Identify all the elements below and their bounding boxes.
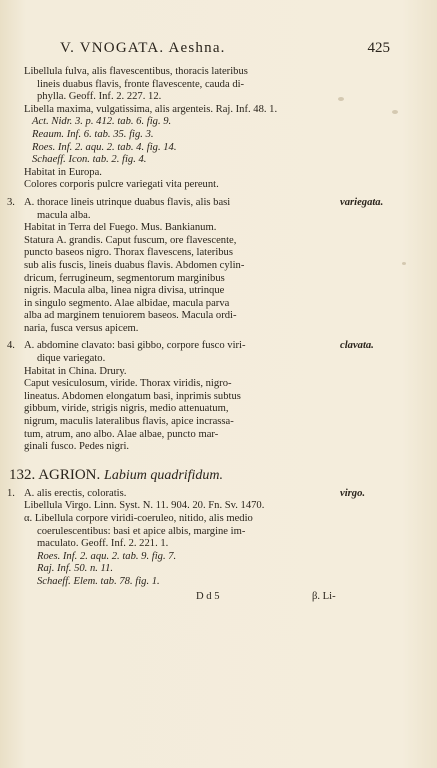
text-line: nigrum, maculis lateralibus flavis, apice incrassa- — [24, 416, 234, 428]
signature-mark: D d 5 — [196, 590, 220, 602]
text-line: Reaum. Inf. 6. tab. 35. fig. 3. — [32, 128, 154, 140]
page-body — [0, 66, 437, 605]
paper-speck — [392, 110, 398, 114]
catchword: β. Li- — [312, 590, 336, 602]
page-footer — [0, 591, 437, 605]
entry-diagnosis: A. alis erectis, coloratis. — [24, 487, 127, 499]
text-line: lineis duabus flavis, fronte flavescente, cauda di- — [37, 78, 245, 90]
text-line: dricum, ferrugineum, segmentorum marginibus — [24, 272, 225, 284]
text-line: Roes. Inf. 2. aqu. 2. tab. 4. fig. 14. — [32, 141, 177, 153]
text-line — [0, 340, 437, 353]
text-line: Libellula fulva, alis flavescentibus, thoracis lateribus — [24, 66, 248, 77]
text-line: nigris. Macula alba, linea nigra divisa, utrinque — [24, 285, 225, 297]
paper-speck — [402, 262, 406, 265]
text-line: Act. Nidr. 3. p. 412. tab. 6. fig. 9. — [32, 116, 172, 128]
text-line: macula alba. — [37, 209, 91, 221]
text-line: puncto baseos nigro. Thorax flavescens, lateribus — [24, 247, 233, 259]
text-line: lineatus. Abdomen elongatum basi, inprimis subtus — [24, 390, 241, 402]
text-line: α. Libellula corpore viridi-coeruleo, nitido, alis medio — [24, 513, 253, 524]
page-header — [60, 40, 390, 60]
text-line: maculato. Geoff. Inf. 2. 221. 1. — [37, 538, 169, 550]
entry-virgo — [0, 488, 437, 589]
genus-character: Labium quadrifidum. — [104, 467, 224, 483]
text-line: sub alis fuscis, lineis duabus flavis. Abdomen cylin- — [24, 259, 245, 271]
page-number: 425 — [367, 40, 390, 56]
text-line: Libella maxima, vulgatissima, alis argenteis. Raj. Inf. 48. 1. — [24, 103, 278, 115]
text-line: Schaeff. Icon. tab. 2. fig. 4. — [32, 154, 147, 166]
genus-heading — [0, 462, 437, 488]
text-line — [0, 197, 437, 210]
paper-speck — [338, 97, 344, 101]
entry-clavata — [0, 340, 437, 453]
text-line: Caput vesiculosum, viride. Thorax viridis, nigro- — [24, 378, 232, 390]
species-name: variegata. — [340, 196, 384, 208]
entry-diagnosis: A. thorace lineis utrinque duabus flavis, alis basi — [24, 196, 231, 208]
text-line: coerulescentibus: basi et apice albis, margine im- — [37, 525, 246, 537]
text-line: Colores corporis pulcre variegati vita pereunt. — [24, 179, 219, 191]
text-line: alba ad marginem tenuiorem baseos. Macula ordi- — [24, 310, 237, 322]
text-line: gibbum, viride, strigis nigris, medio attenuatum, — [24, 403, 229, 415]
genus-number: 132. — [9, 466, 36, 483]
text-line: tum, atrum, ano albo. Alae albae, puncto mar- — [24, 428, 219, 440]
text-line: Habitat in China. Drury. — [24, 365, 127, 377]
entry-number: 4. — [7, 340, 15, 352]
text-line: Libellula Virgo. Linn. Syst. N. 11. 904. 20. Fn. Sv. 1470. — [24, 500, 265, 512]
entry-continuation — [0, 66, 437, 192]
text-line: Raj. Inf. 50. n. 11. — [37, 563, 114, 575]
text-line: Statura A. grandis. Caput fuscum, ore flavescente, — [24, 234, 237, 246]
entry-number: 1. — [7, 487, 15, 499]
text-line: dique variegato. — [37, 353, 106, 365]
species-name: virgo. — [340, 487, 366, 499]
text-line: Habitat in Europa. — [24, 166, 102, 178]
running-head: V. VNOGATA. Aeshna. — [60, 40, 226, 56]
entry-variegata — [0, 197, 437, 336]
text-line — [0, 488, 437, 501]
text-line: naria, fusca versus apicem. — [24, 322, 139, 334]
species-name: clavata. — [340, 340, 374, 352]
entry-number: 3. — [7, 196, 15, 208]
text-line: ginali fusco. Pedes nigri. — [24, 441, 130, 453]
text-line: phylla. Geoff. Inf. 2. 227. 12. — [37, 91, 162, 103]
text-line: Roes. Inf. 2. aqu. 2. tab. 9. fig. 7. — [37, 550, 177, 562]
text-line: Habitat in Terra del Fuego. Mus. Bankianum. — [24, 222, 217, 234]
text-line: in singulo segmento. Alae albidae, macula parva — [24, 297, 230, 309]
genus-name: AGRION. — [38, 466, 101, 483]
entry-diagnosis: A. abdomine clavato: basi gibbo, corpore fusco viri- — [24, 340, 246, 352]
text-line: Schaeff. Elem. tab. 78. fig. 1. — [37, 575, 160, 587]
